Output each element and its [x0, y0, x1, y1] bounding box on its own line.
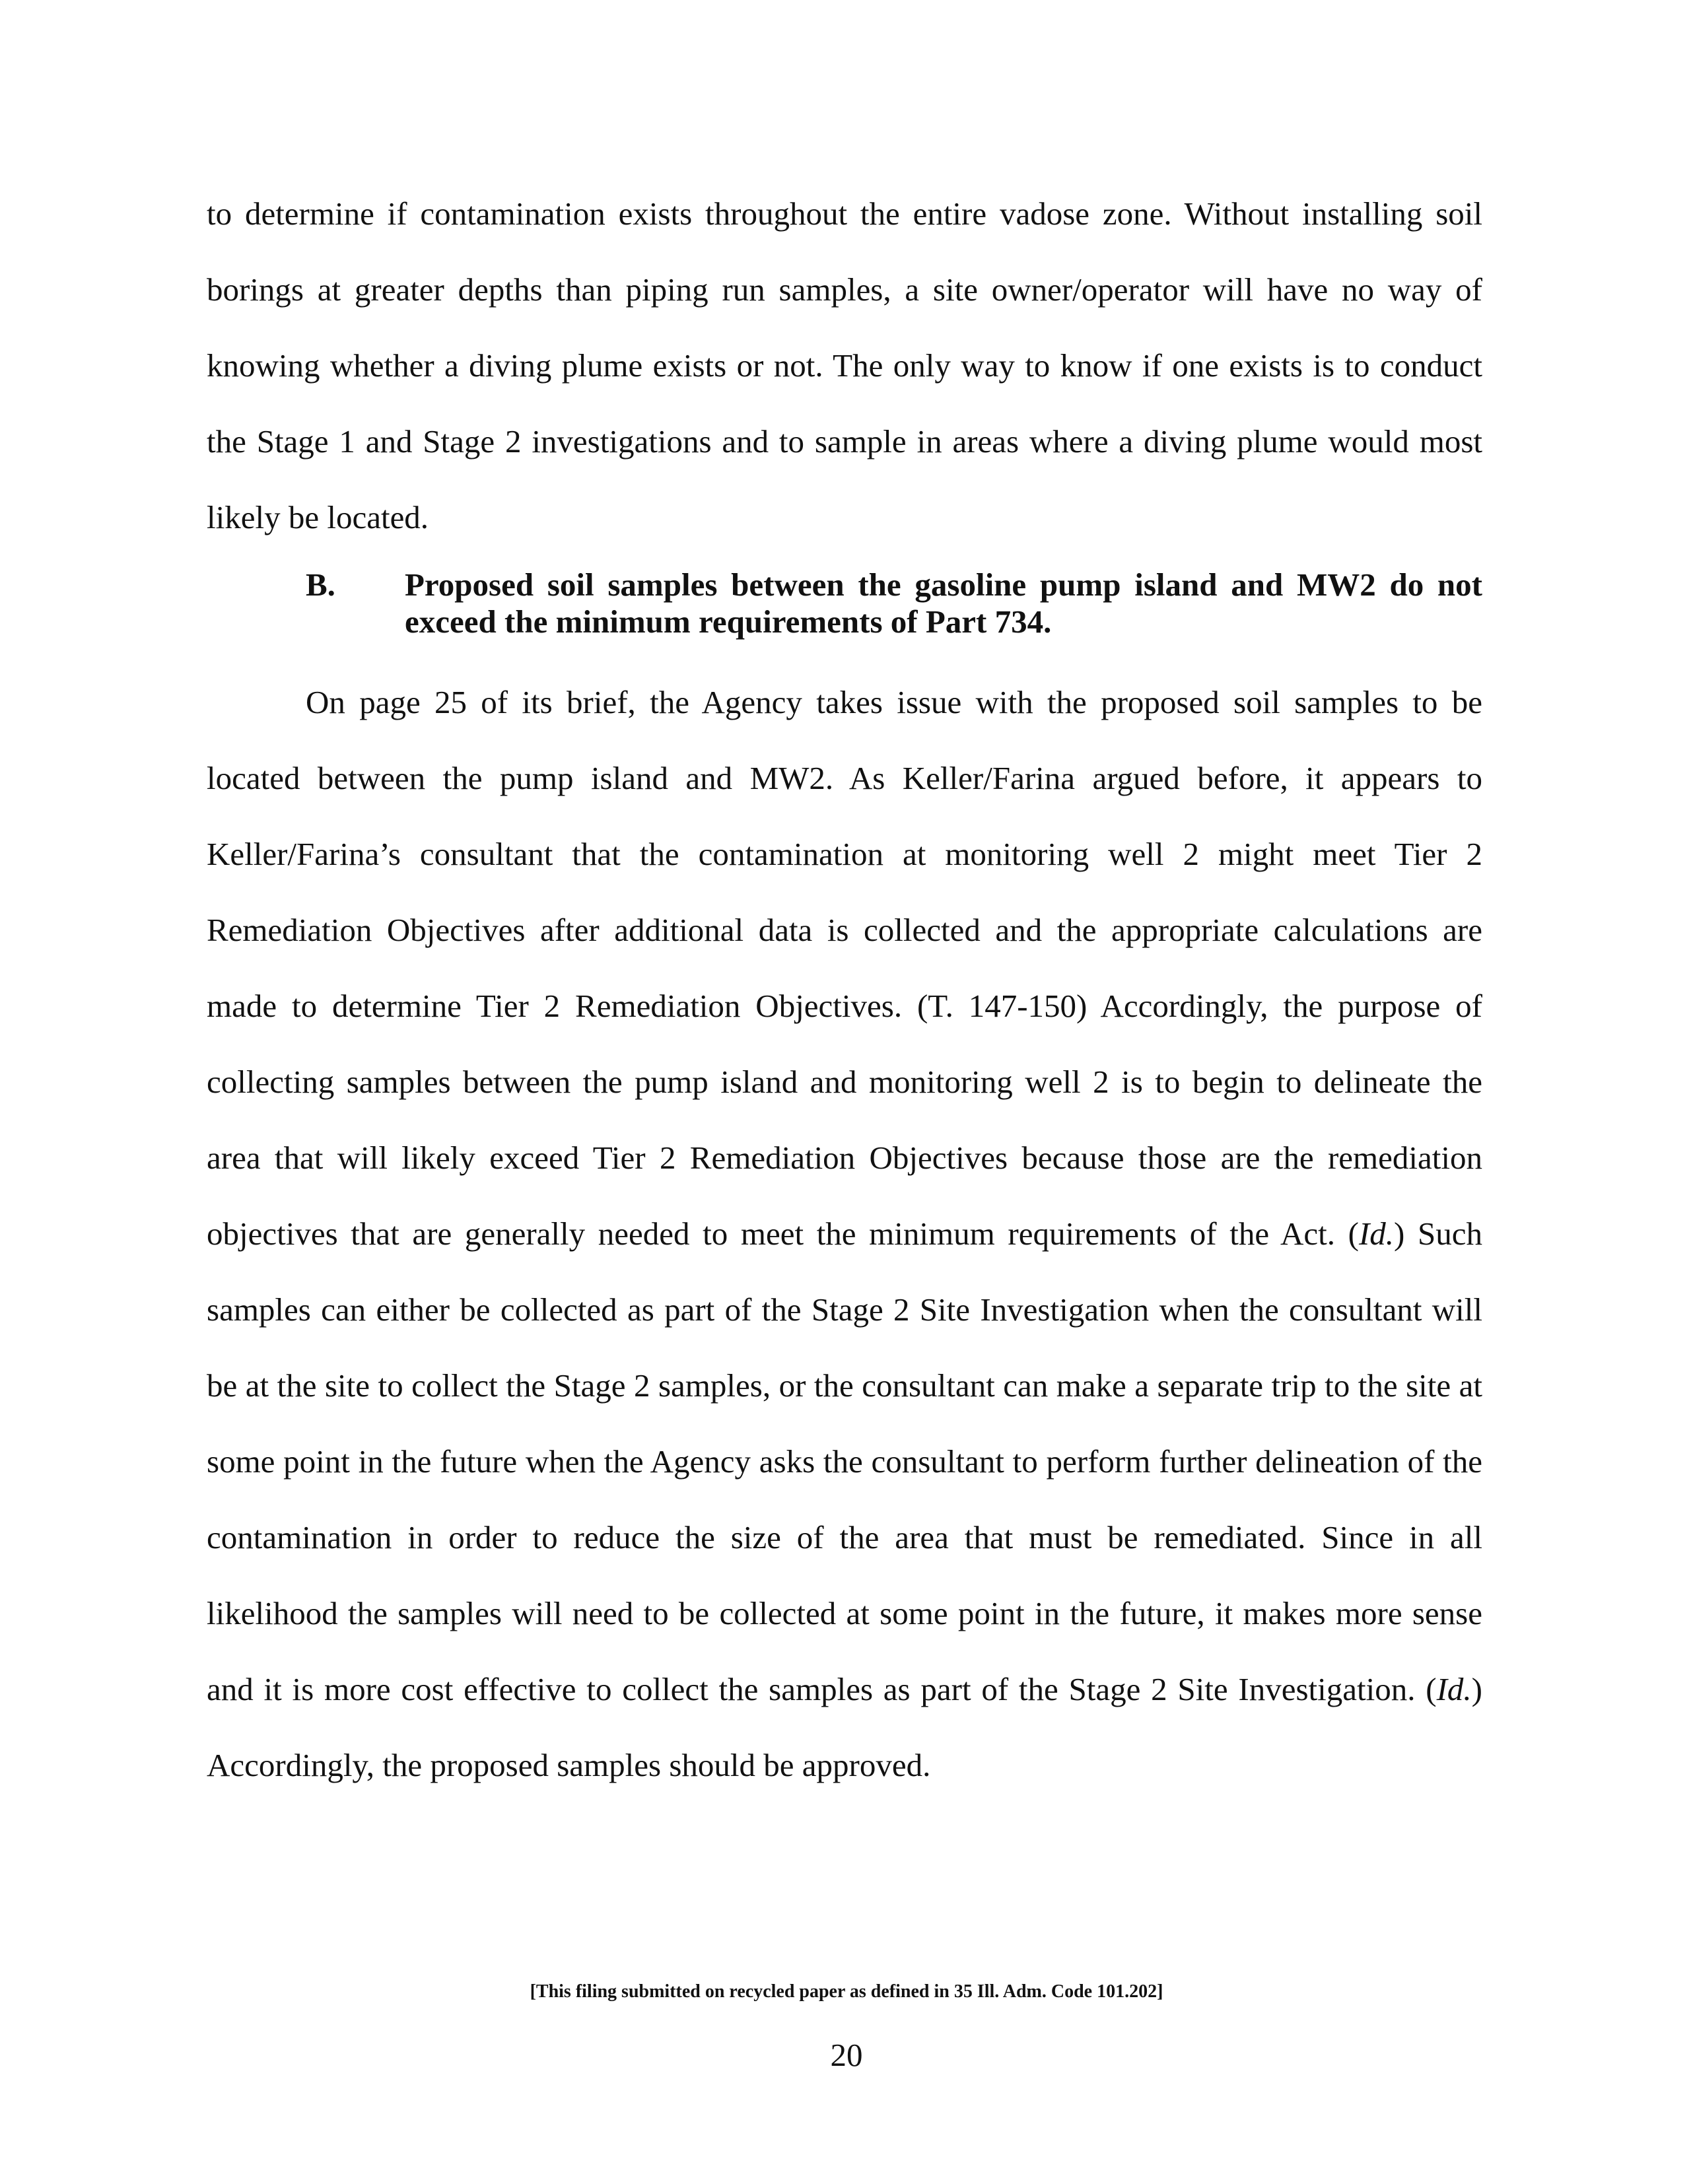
section-heading-text: Proposed soil samples between the gasoline pump island and MW2 do not exceed the minimum requirements of Part 734.	[405, 566, 1482, 640]
body-paragraph-text-3: ) Accordingly, the proposed samples should be approved.	[207, 1671, 1482, 1783]
citation-id-2: Id.	[1436, 1671, 1472, 1707]
section-heading-letter: B.	[306, 566, 335, 603]
body-paragraph-text-2: ) Such samples can either be collected as part of the Stage 2 Site Investigation when the consultant will be at the site to collect the Stage 2 samples, or the consultant can make a separate trip to the site at some point in the future when the Agency asks the consultant to perform further delineation of the contamination in order to reduce the size of the area that must be remediated. Since in all likelihood the samples will need to be collected at some point in the future, it makes more sense and it is more cost effective to collect the samples as part of the Stage 2 Site Investigation. (	[207, 1215, 1482, 1707]
body-paragraph-text-1: On page 25 of its brief, the Agency takes issue with the proposed soil samples to be located between the pump island and MW2. As Keller/Farina argued before, it appears to Keller/Farina’s consultant that the contamination at monitoring well 2 might meet Tier 2 Remediation Objectives after additional data is collected and the appropriate calculations are made to determine Tier 2 Remediation Objectives. (T. 147-150) Accordingly, the purpose of collecting samples between the pump island and monitoring well 2 is to begin to delineate the area that will likely exceed Tier 2 Remediation Objectives because those are the remediation objectives that are generally needed to meet the minimum requirements of the Act. (	[207, 684, 1482, 1252]
citation-id-1: Id.	[1358, 1215, 1395, 1252]
page-number: 20	[830, 2037, 863, 2073]
body-paragraph	[207, 664, 1482, 1803]
body-paragraph-continued: to determine if contamination exists throughout the entire vadose zone. Without installing soil borings at greater depths than piping run samples, a site owner/operator will have no way of knowing whether a diving plume exists or not. The only way to know if one exists is to conduct the Stage 1 and Stage 2 investigations and to sample in areas where a diving plume would most likely be located.	[207, 195, 1482, 535]
section-heading	[306, 566, 1482, 640]
recycled-paper-note: [This filing submitted on recycled paper as defined in 35 Ill. Adm. Code 101.202]	[530, 1981, 1163, 2002]
